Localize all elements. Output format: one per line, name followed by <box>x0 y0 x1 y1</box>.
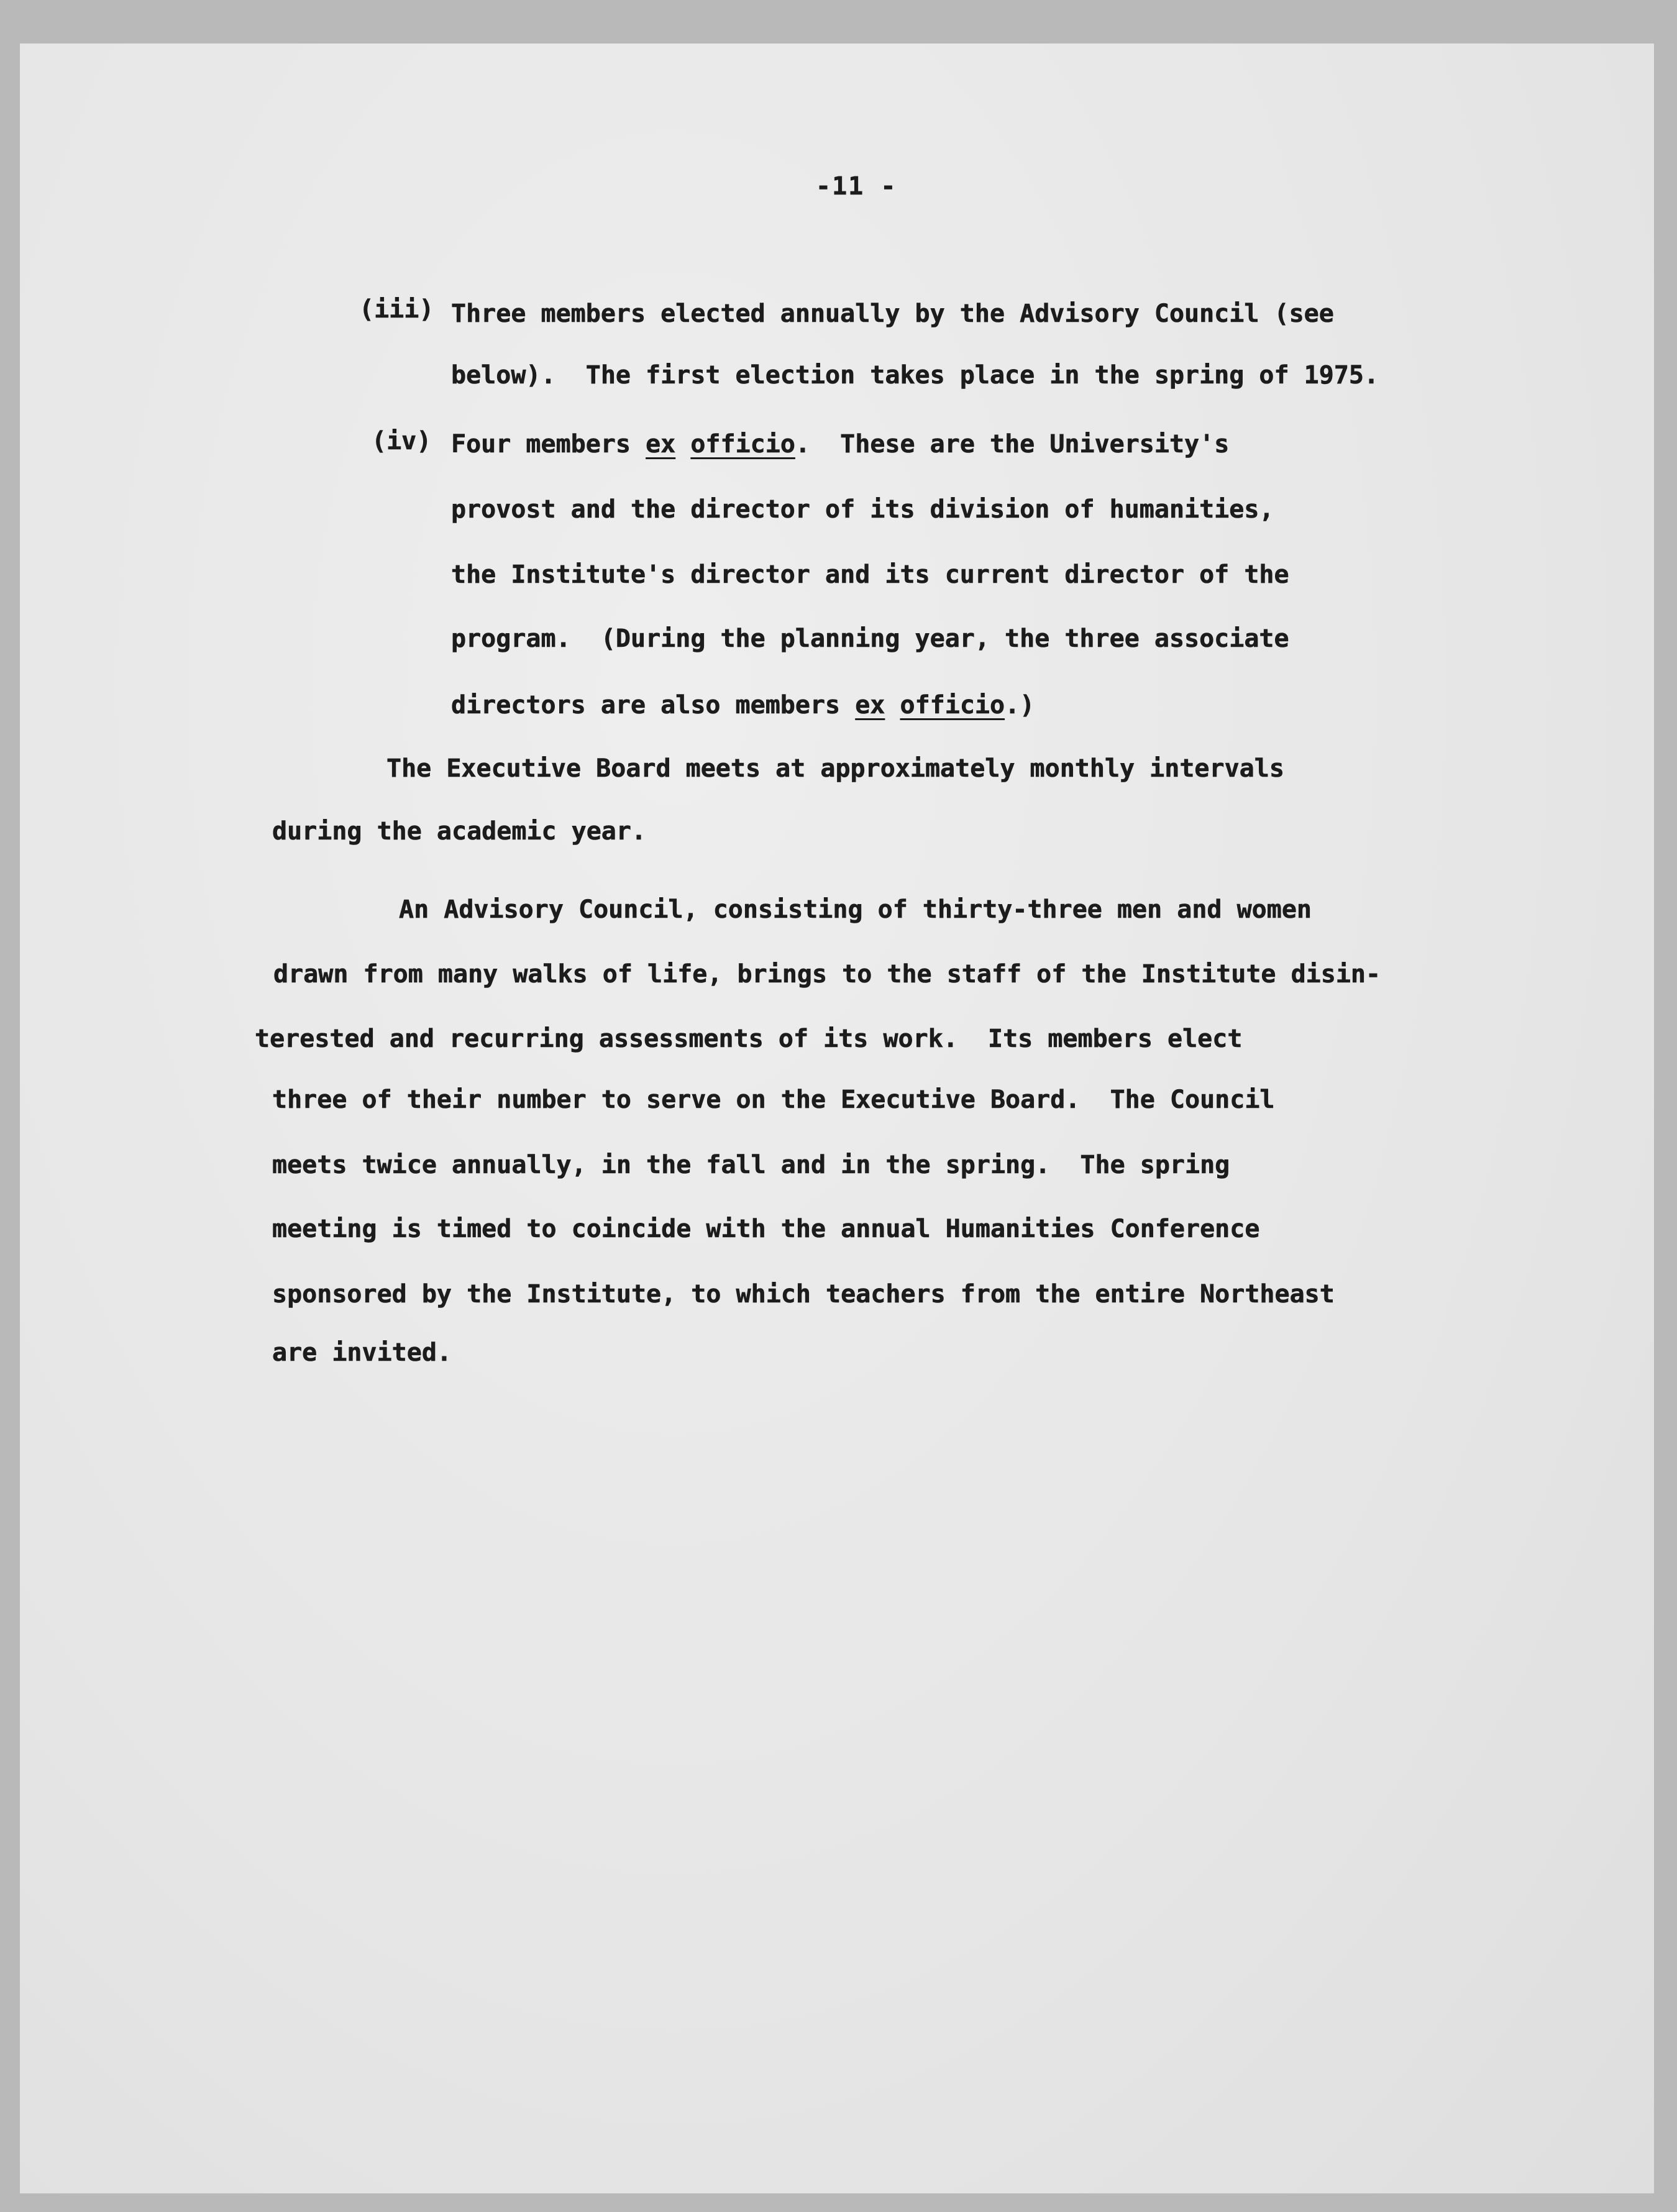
item-iv-ex: ex <box>646 430 676 459</box>
paragraph-2-line-8: are invited. <box>272 1338 452 1367</box>
page-number: -11 - <box>816 172 897 201</box>
item-iv-line-2: provost and the director of its division of humanities, <box>451 495 1274 524</box>
item-iv-line-1 <box>451 432 1229 457</box>
item-iv-last-space <box>885 691 900 720</box>
paragraph-2-line-3: terested and recurring assessments of its work. Its members elect <box>255 1025 1243 1053</box>
item-iv-last-start: directors are also members <box>451 691 856 720</box>
item-iii-line-1: Three members elected annually by the Advisory Council (see <box>451 299 1334 328</box>
paragraph-2-line-6: meeting is timed to coincide with the annual Humanities Conference <box>272 1215 1260 1243</box>
paragraph-1-line-1: The Executive Board meets at approximately monthly intervals <box>386 754 1284 783</box>
item-iv-space <box>675 430 690 459</box>
paragraph-1-line-2: during the academic year. <box>272 817 647 846</box>
item-iv-line-4: program. (During the planning year, the three associate <box>451 624 1289 653</box>
item-iv-officio: officio <box>690 430 795 459</box>
item-label-iii: (iii) <box>359 295 434 324</box>
item-iv-last-ex: ex <box>855 691 885 720</box>
item-iv-line-1-start: Four members <box>451 430 646 459</box>
item-label-iv: (iv) <box>372 427 432 455</box>
paragraph-2-line-5: meets twice annually, in the fall and in the spring. The spring <box>272 1151 1230 1179</box>
item-iv-line-1-end: . These are the University's <box>795 430 1230 459</box>
item-iv-line-5 <box>451 693 1035 718</box>
item-iii-line-2: below). The first election takes place in the spring of 1975. <box>451 361 1379 390</box>
item-iv-line-3: the Institute's director and its current director of the <box>451 560 1289 589</box>
item-iv-last-end: .) <box>1005 691 1035 720</box>
paragraph-2-line-7: sponsored by the Institute, to which teachers from the entire Northeast <box>272 1280 1335 1309</box>
paragraph-2-line-4: three of their number to serve on the Executive Board. The Council <box>272 1085 1275 1114</box>
paragraph-2-line-1: An Advisory Council, consisting of thirty-three men and women <box>399 895 1312 924</box>
item-iv-last-officio: officio <box>900 691 1005 720</box>
paragraph-2-line-2: drawn from many walks of life, brings to the staff of the Institute disin- <box>273 960 1381 989</box>
